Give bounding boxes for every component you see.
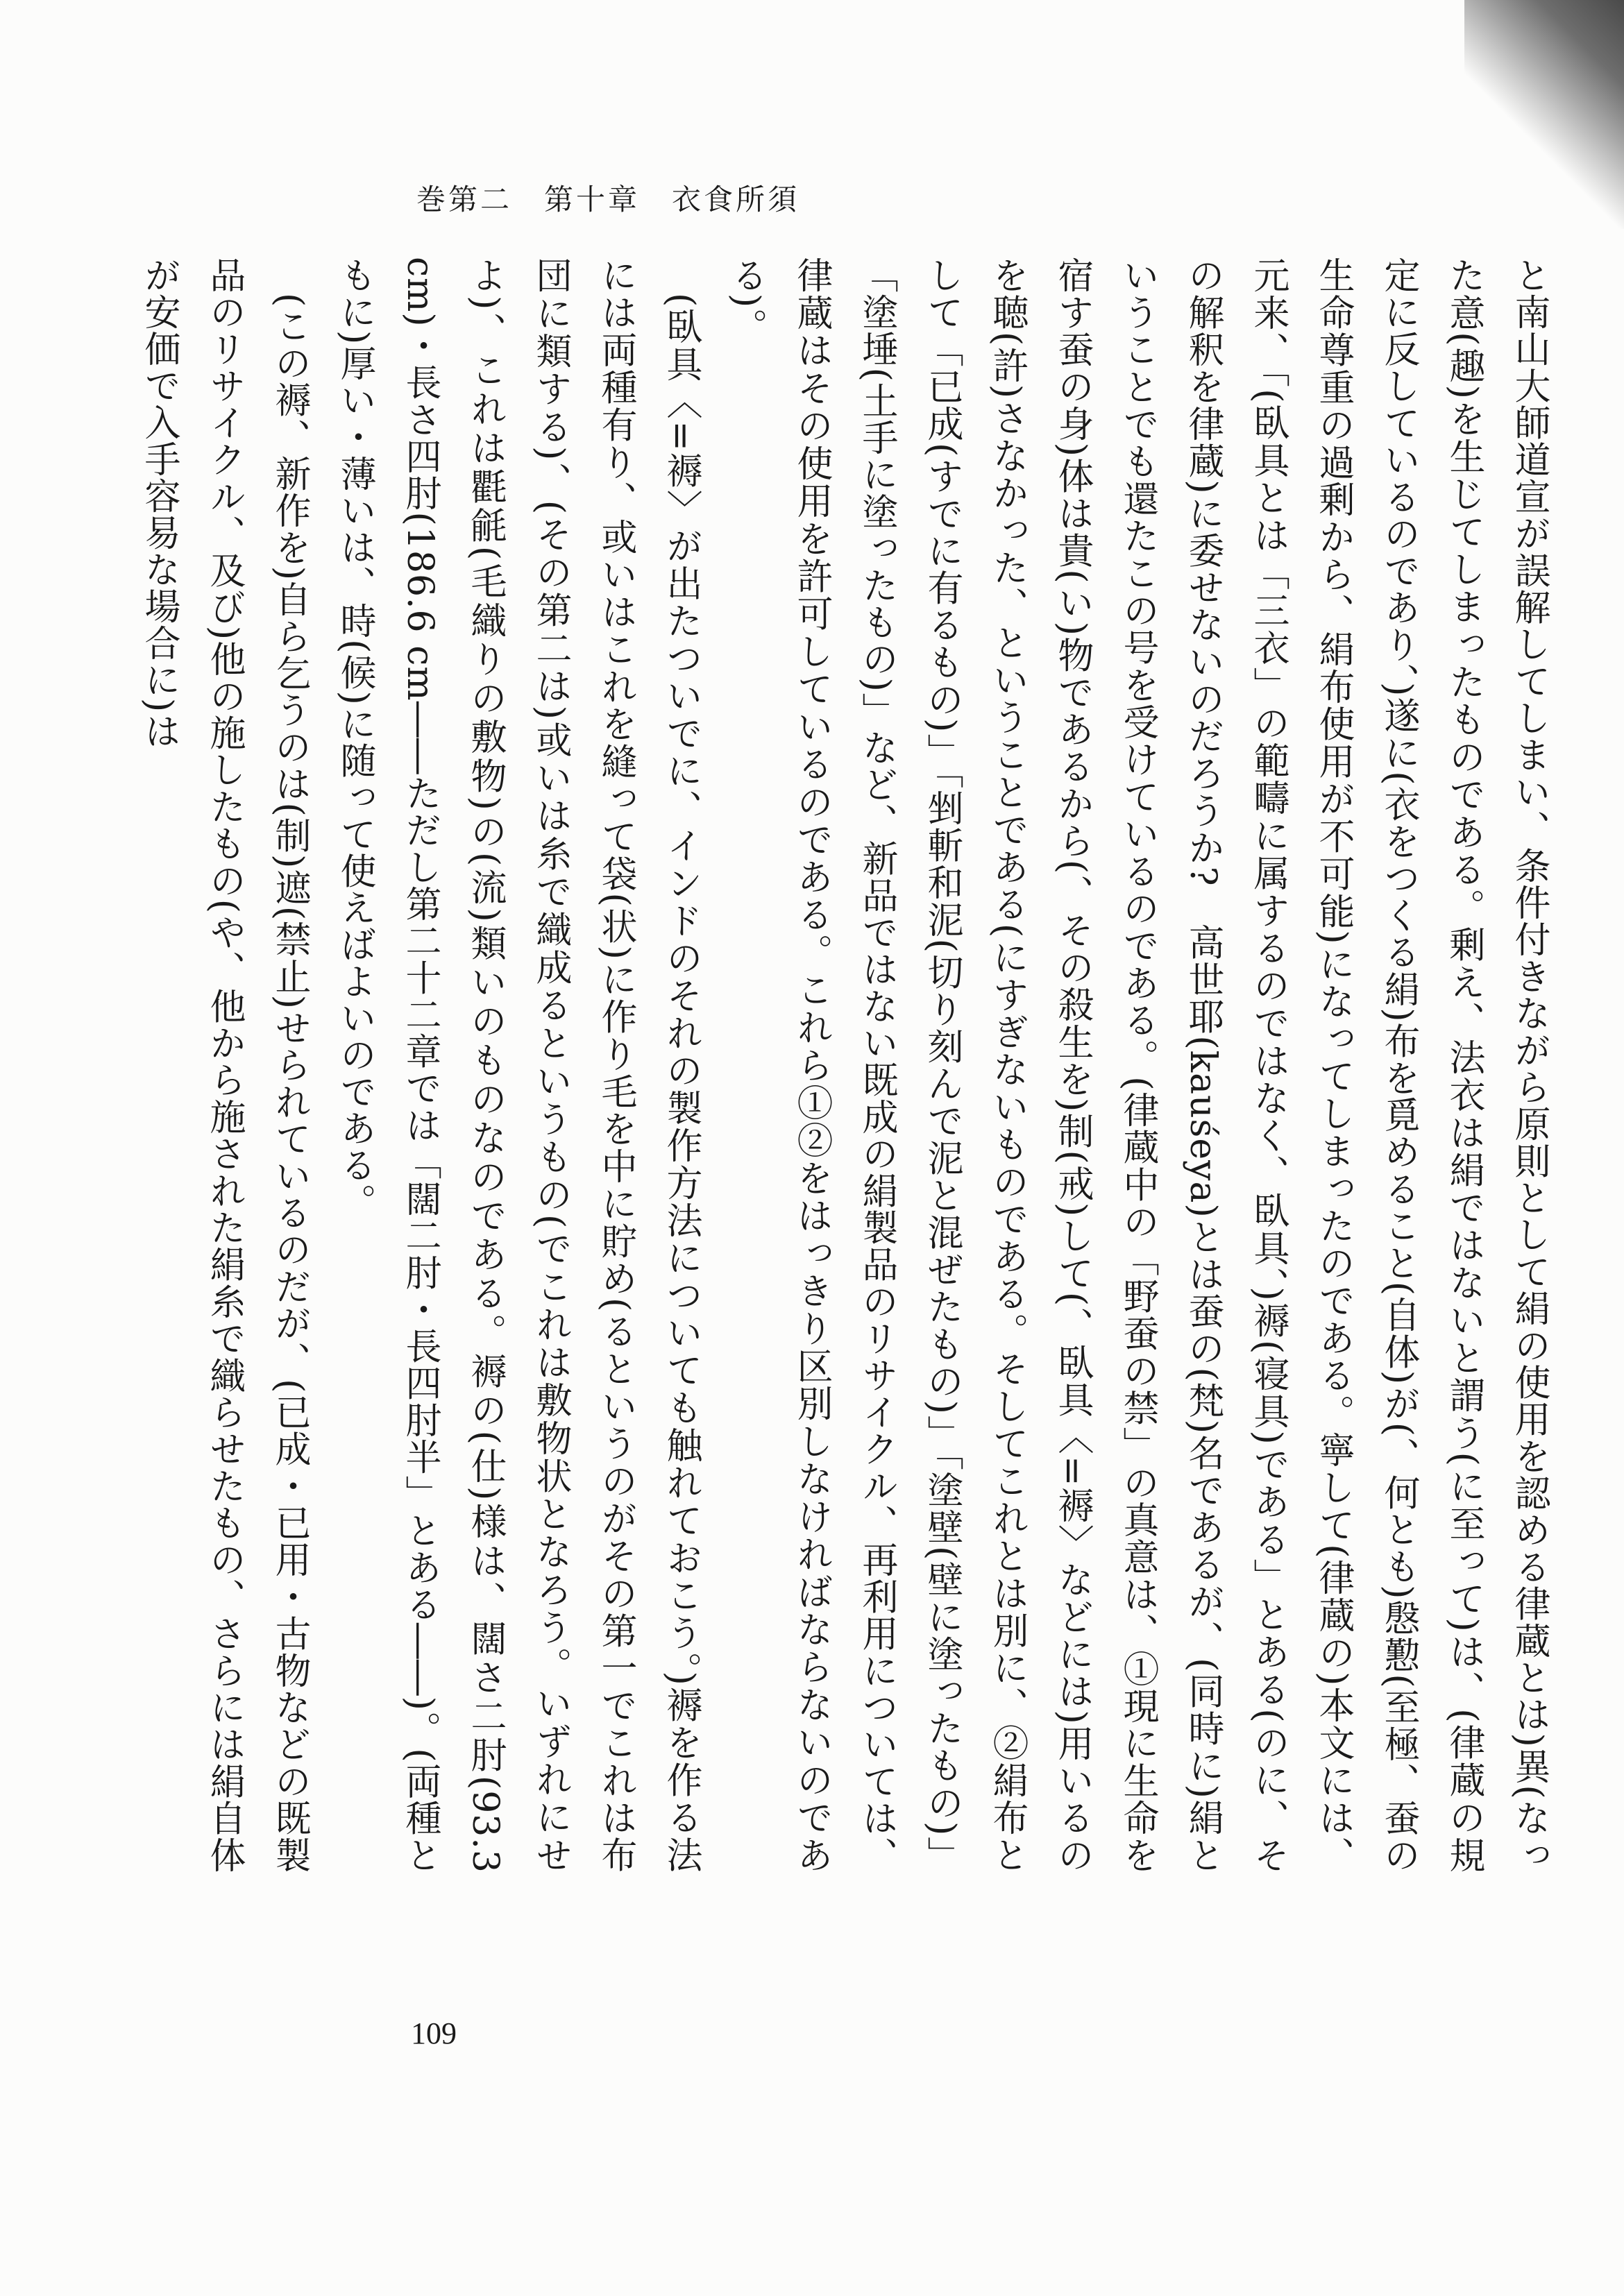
- paragraph-1: と南山大師道宣が誤解してしまい、条件付きながら原則として絹の使用を認める律蔵とは)異(なった意(趣)を生じてしまったものである。剰え、法衣は絹ではないと謂う(に至って)は、(律蔵の規定に反しているのであり、)遂に(衣をつくる絹)布を覓めること(自体)が(、何とも)慇懃(至極、蚕の生命尊重の過剰から、絹布使用が不可能)になってしまったのである。寧して(律蔵の)本文には、元来、「(臥具とは「三衣」の範疇に属するのではなく、臥具、)褥(寝具)である」とある(のに、その解釈を律蔵)に委せないのだろうか? 高世耶(kauśeya)とは蚕の(梵)名であるが、(同時に)絹ということでも還たこの号を受けているのである。(律蔵中の「野蚕の禁」の真意は、①現に生命を宿す蚕の身)体は貴(い)物であるから(、その殺生を)制(戒)して(、臥具〈=褥〉などには)用いるのを聴(許)さなかった、ということである(にすぎないものである。そしてこれとは別に、②絹布として「已成(すでに有るもの)」「剉斬和泥(切り刻んで泥と混ぜたもの)」「塗壁(壁に塗ったもの)」「塗埵(土手に塗ったもの)」など、新品ではない既成の絹製品のリサイクル、再利用については、律蔵はその使用を許可しているのである。これら①②をはっきり区別しなければならないのである)。: [725, 257, 1550, 1873]
- running-head: 巻第二 第十章 衣食所須: [416, 182, 800, 216]
- vertical-text-column-flow: [126, 257, 1562, 1873]
- vertical-text-block: [138, 257, 1562, 1873]
- page-number: 109: [411, 2016, 457, 2050]
- scan-shadow: [1464, 0, 1624, 229]
- paragraph-2: (臥具〈=褥〉が出たついでに、インドのそれの製作方法についても触れておこう。)褥を作る法には両種有り、或いはこれを縫って袋(状)に作り毛を中に貯め(るというのがその第一でこれは布団に類する)、(その第二は)或いは糸で織成るというもの(でこれは敷物状となろう。いずれにせよ)、これは氍毹(毛織りの敷物)の(流)類いのものなのである。褥の(仕)様は、闊さ二肘(93.3 cm)・長さ四肘(186.6 cm――ただし第二十二章では「闊二肘・長四肘半」とある――)。(両種ともに)厚い・薄いは、時(候)に随って使えばよいのである。: [334, 257, 702, 1873]
- paragraph-3: (この褥、新作を)自ら乞うのは(制)遮(禁止)せられているのだが、(已成・已用・古物などの既製品のリサイクル、及び)他の施したもの(や、他から施された絹糸で織らせたもの、さらには絹自体が安価で入手容易な場合に)は: [138, 257, 310, 1873]
